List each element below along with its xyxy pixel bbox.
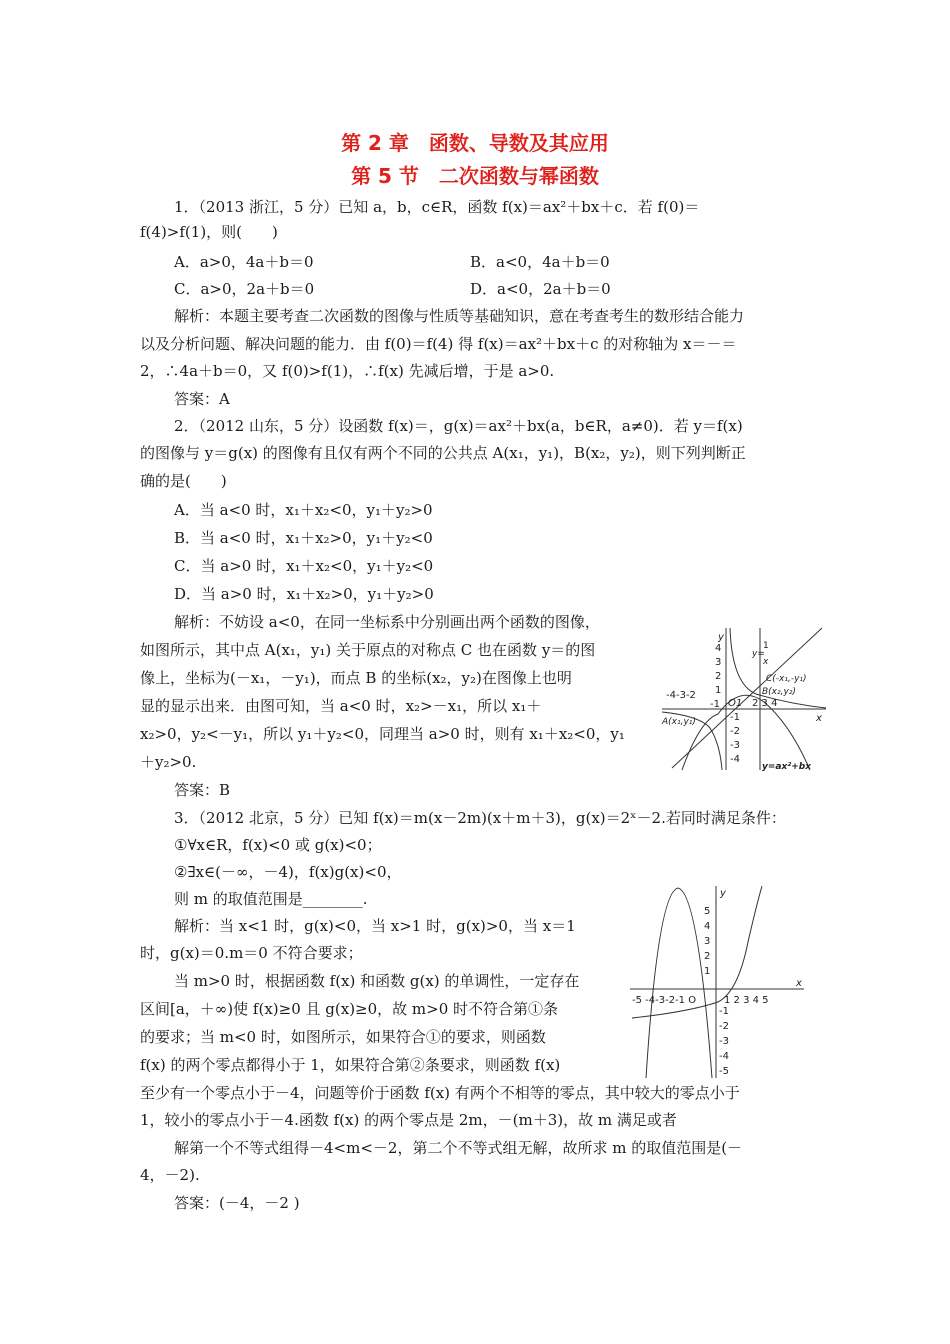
fig1-point-b: B(x₂,y₂) (762, 687, 796, 697)
q2-analysis-line-1: 解析：不妨设 a<0，在同一坐标系中分别画出两个函数的图像， (174, 613, 600, 631)
q2-analysis-line-3: 像上，坐标为(－x₁，－y₁)，而点 B 的坐标(x₂，y₂)在图像上也明 (140, 669, 572, 687)
q1-stem-line-1: 1．（2013 浙江，5 分）已知 a，b，c∈R，函数 f(x)＝ax²＋bx＋c．若 f(0)＝ (174, 198, 700, 216)
q3-analysis-line-10: 4，－2). (140, 1166, 200, 1184)
fig1-curve-label-den: x (763, 657, 769, 667)
fig2-ytick-4: 4 (704, 921, 711, 932)
section-title: 第 5 节 二次函数与幂函数 (351, 164, 599, 188)
fig2-x-label: x (796, 978, 802, 989)
q3-analysis-line-9: 解第一个不等式组得－4<m<－2，第二个不等式组无解，故所求 m 的取值范围是(－ (174, 1139, 743, 1157)
q2-option-c: C．当 a>0 时，x₁＋x₂<0，y₁＋y₂<0 (174, 557, 434, 575)
figure-q3-graph (628, 882, 808, 1082)
fig1-origin-labels: O1 (728, 698, 743, 709)
q2-option-a: A．当 a<0 时，x₁＋x₂<0，y₁＋y₂>0 (174, 501, 433, 519)
fig1-ytick-neg3: -3 (730, 740, 740, 751)
fig1-xticks-neg: -4-3-2 (666, 690, 696, 701)
q3-analysis-line-2: 时，g(x)＝0.m＝0 不符合要求； (140, 944, 363, 962)
fig2-ytick-5: 5 (704, 906, 711, 917)
fig1-ytick-3: 3 (715, 657, 722, 668)
fig2-ytick-neg1: -1 (719, 1006, 729, 1017)
fig2-ytick-1: 1 (704, 966, 711, 977)
fig2-parabola (646, 888, 712, 1078)
fig1-ytick-1: 1 (715, 685, 722, 696)
fig1-curve-label-y: y= (752, 649, 765, 659)
q2-analysis-line-2: 如图所示，其中点 A(x₁，y₁) 关于原点的对称点 C 也在函数 y＝的图 (140, 641, 596, 659)
fig1-point-a: A(x₁,y₁) (662, 717, 696, 727)
q2-analysis-line-4: 显的显示出来．由图可知，当 a<0 时，x₂>－x₁，所以 x₁＋ (140, 697, 542, 715)
q2-stem-line-1: 2．（2012 山东，5 分）设函数 f(x)＝，g(x)＝ax²＋bx(a，b∈R，a≠0)．若 y＝f(x) (174, 417, 743, 435)
q2-analysis-line-6: ＋y₂>0. (140, 753, 197, 771)
q1-analysis-line-3: 2，∴4a＋b＝0，又 f(0)>f(1)，∴f(x) 先减后增，于是 a>0. (140, 362, 555, 380)
fig2-y-label: y (720, 888, 726, 899)
fig2-ytick-neg3: -3 (719, 1036, 729, 1047)
fig1-xticks-pos: 2 3 4 (752, 698, 778, 709)
q1-option-a: A．a>0，4a＋b＝0 (174, 253, 314, 271)
fig1-ytick-neg4: -4 (730, 754, 740, 765)
fig1-x-label: x (816, 713, 822, 724)
q1-option-d: D．a<0，2a＋b＝0 (470, 280, 611, 298)
q3-analysis-line-5: 的要求；当 m<0 时，如图所示，如果符合①的要求，则函数 (140, 1028, 546, 1046)
fig1-y-label: y (718, 632, 724, 643)
q3-analysis-line-1: 解析：当 x<1 时，g(x)<0，当 x>1 时，g(x)>0，当 x＝1 (174, 917, 576, 935)
chapter-title: 第 2 章 函数、导数及其应用 (341, 131, 609, 155)
q3-analysis-line-4: 区间[a，＋∞)使 f(x)≥0 且 g(x)≥0，故 m>0 时不符合第①条 (140, 1000, 559, 1018)
fig1-point-c: C(-x₁,-y₁) (766, 674, 807, 684)
fig2-ytick-3: 3 (704, 936, 711, 947)
fig2-ytick-neg4: -4 (719, 1051, 729, 1062)
fig1-ytick-2: 2 (715, 671, 722, 682)
figure-q2-graph (660, 624, 830, 774)
q3-condition-2: ②∃x∈(－∞，－4)，f(x)g(x)<0， (174, 863, 402, 881)
q2-answer: 答案：B (174, 781, 231, 799)
q3-analysis-line-7: 至少有一个零点小于－4，问题等价于函数 f(x) 有两个不相等的零点，其中较大的零点小于 (140, 1084, 740, 1102)
fig1-ytick-neg1: -1 (730, 712, 740, 723)
q1-stem-line-2: f(4)>f(1)，则( ) (140, 223, 278, 241)
q1-answer: 答案：A (174, 390, 230, 408)
q1-option-b: B．a<0，4a＋b＝0 (470, 253, 610, 271)
fig2-ytick-neg2: -2 (719, 1021, 729, 1032)
fig1-ytick-neg2: -2 (730, 726, 740, 737)
fig2-ytick-2: 2 (704, 951, 711, 962)
q2-option-d: D．当 a>0 时，x₁＋x₂>0，y₁＋y₂>0 (174, 585, 434, 603)
q3-answer: 答案：(－4，－2 ) (174, 1194, 300, 1212)
fig1-parabola-label: y=ax²+bx (762, 762, 812, 772)
q1-option-c: C．a>0，2a＋b＝0 (174, 280, 315, 298)
fig1-parabola (682, 695, 810, 770)
fig1-neg-one: -1 (710, 699, 720, 710)
q1-analysis-line-2: 以及分析问题、解决问题的能力．由 f(0)＝f(4) 得 f(x)＝ax²＋bx＋c 的对称轴为 x＝－＝ (140, 335, 737, 353)
q3-analysis-line-3: 当 m>0 时，根据函数 f(x) 和函数 g(x) 的单调性，一定存在 (174, 972, 580, 990)
q3-analysis-line-6: f(x) 的两个零点都得小于 1，如果符合第②条要求，则函数 f(x) (140, 1056, 561, 1074)
fig2-xticks-pos: 1 2 3 4 5 (724, 995, 769, 1006)
q2-analysis-line-5: x₂>0，y₂<－y₁，所以 y₁＋y₂<0，同理当 a>0 时，则有 x₁＋x₂<0，y₁ (140, 725, 625, 743)
q3-condition-1: ①∀x∈R，f(x)<0 或 g(x)<0； (174, 836, 382, 854)
q3-stem-line-1: 3．（2012 北京，5 分）已知 f(x)＝m(x－2m)(x＋m＋3)，g(x)＝2ˣ－2.若同时满足条件： (174, 809, 786, 827)
fig1-ytick-4: 4 (715, 643, 722, 654)
q3-analysis-line-8: 1，较小的零点小于－4.函数 f(x) 的两个零点是 2m，－(m＋3)，故 m 满足或者 (140, 1111, 677, 1129)
q2-stem-line-3: 确的是( ) (140, 472, 227, 490)
q2-stem-line-2: 的图像与 y＝g(x) 的图像有且仅有两个不同的公共点 A(x₁，y₁)，B(x₂，y₂)，则下列判断正 (140, 444, 746, 462)
q3-question: 则 m 的取值范围是________. (174, 890, 368, 908)
q2-option-b: B．当 a<0 时，x₁＋x₂>0，y₁＋y₂<0 (174, 529, 433, 547)
fig2-xticks-neg: -5 -4-3-2-1 O (632, 995, 697, 1006)
q1-analysis-line-1: 解析：本题主要考查二次函数的图像与性质等基础知识，意在考查考生的数形结合能力 (174, 307, 745, 325)
fig1-curve-label-num: 1 (763, 641, 769, 651)
fig2-ytick-neg5: -5 (719, 1066, 729, 1077)
